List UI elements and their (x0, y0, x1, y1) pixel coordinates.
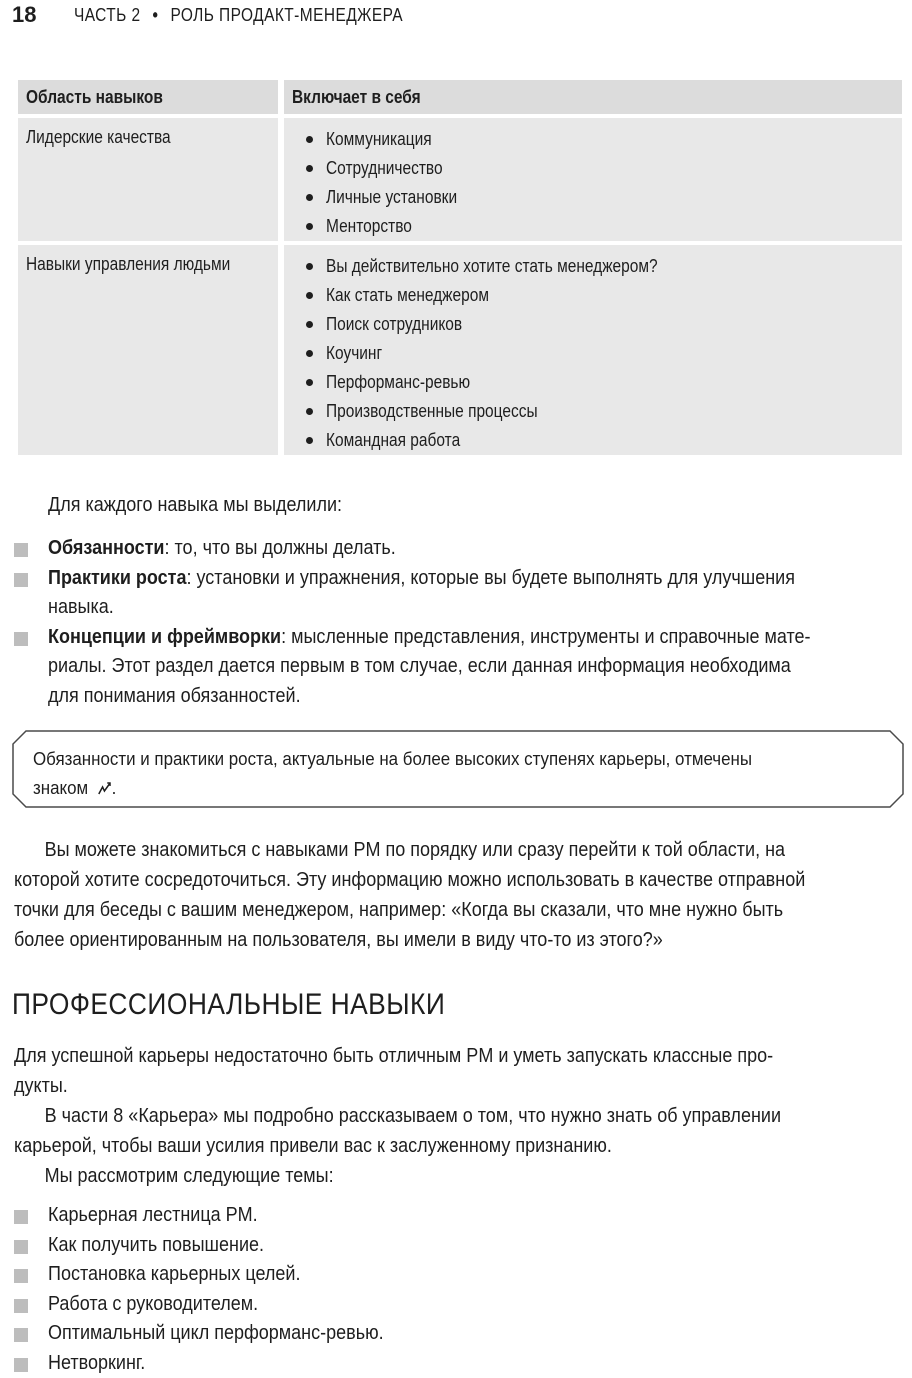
topics-list (14, 1201, 421, 1378)
list-item: Как получить повышение. (14, 1231, 421, 1261)
list-item: Вы действительно хотите стать менеджером? (292, 252, 902, 281)
table-header-includes: Включает в себя (284, 80, 902, 118)
list-item: Оптимальный цикл перформанс-ревью. (14, 1319, 421, 1349)
table-cell-area: Навыки управления людьми (18, 245, 284, 459)
list-item: Карьерная лестница PM. (14, 1201, 421, 1231)
term: Концепции и фреймворки (48, 626, 281, 648)
table-cell-area: Лидерские качества (18, 118, 284, 245)
paragraph: Для успешной карьеры недостаточно быть отличным PM и уметь запускать классные про- дукты. В части 8 «Карьера» мы подробно рассказываем о том, что нужно знать об управлении карьерой, чтобы ваши усилия привели вас к заслуженному признанию. Мы рассмотрим следующие темы: (14, 1041, 866, 1191)
list-item: Как стать менеджером (292, 281, 902, 310)
table-header-area: Область навыков (18, 80, 284, 118)
table-header-row (18, 80, 902, 118)
page-number: 18 (12, 2, 36, 28)
list-item: Сотрудничество (292, 154, 902, 183)
list-item: Производственные процессы (292, 397, 902, 426)
paragraph: Вы можете знакомиться с навыками PM по порядку или сразу перейти к той области, на которой хотите сосредоточиться. Эту информацию можно использовать в качестве отправной точки для беседы с вашим менеджером, например: «Когда вы сказали, что мне нужно быть более ориентированным на пользователя, вы имели в виду что-то из этого?» (14, 835, 893, 955)
list-item: Менторство (292, 212, 902, 241)
intro-line: Для каждого навыка мы выделили: (48, 490, 375, 520)
highlights-list (14, 534, 895, 711)
running-header (12, 0, 457, 30)
list-item: Перформанс-ревью (292, 368, 902, 397)
list-item: Нетворкинг. (14, 1349, 421, 1378)
running-title (74, 5, 403, 26)
chapter-title: РОЛЬ ПРОДАКТ-МЕНЕДЖЕРА (171, 5, 404, 25)
list-item: Личные установки (292, 183, 902, 212)
skill-list (292, 125, 902, 241)
section-title: ПРОФЕССИОНАЛЬНЫЕ НАВЫКИ (12, 988, 504, 1022)
list-item: Коучинг (292, 339, 902, 368)
table-row (18, 245, 902, 459)
skills-table (18, 80, 902, 459)
note-text: Обязанности и практики роста, актуальные на более высоких ступенях карьеры, отмечены знаком . (33, 745, 798, 803)
header-separator: • (153, 5, 159, 25)
list-item: Практики роста: установки и упражнения, которые вы будете выполнять для улучшения навыка. (14, 564, 895, 623)
skill-list (292, 252, 902, 455)
list-item: Постановка карьерных целей. (14, 1260, 421, 1290)
list-item: Обязанности: то, что вы должны делать. (14, 534, 895, 564)
table-cell-items (284, 118, 902, 245)
table-row (18, 118, 902, 245)
list-item: Коммуникация (292, 125, 902, 154)
term: Практики роста (48, 567, 187, 589)
term: Обязанности (48, 537, 165, 559)
table-cell-items (284, 245, 902, 459)
career-level-mark-icon (97, 782, 112, 796)
list-item: Поиск сотрудников (292, 310, 902, 339)
list-item: Командная работа (292, 426, 902, 455)
list-item: Работа с руководителем. (14, 1290, 421, 1320)
list-item: Концепции и фреймворки: мысленные представления, инструменты и справочные мате- риалы. Этот раздел дается первым в том случае, если данная информация необходима для понимания обязанностей. (14, 623, 895, 712)
part-label: ЧАСТЬ 2 (74, 5, 141, 25)
